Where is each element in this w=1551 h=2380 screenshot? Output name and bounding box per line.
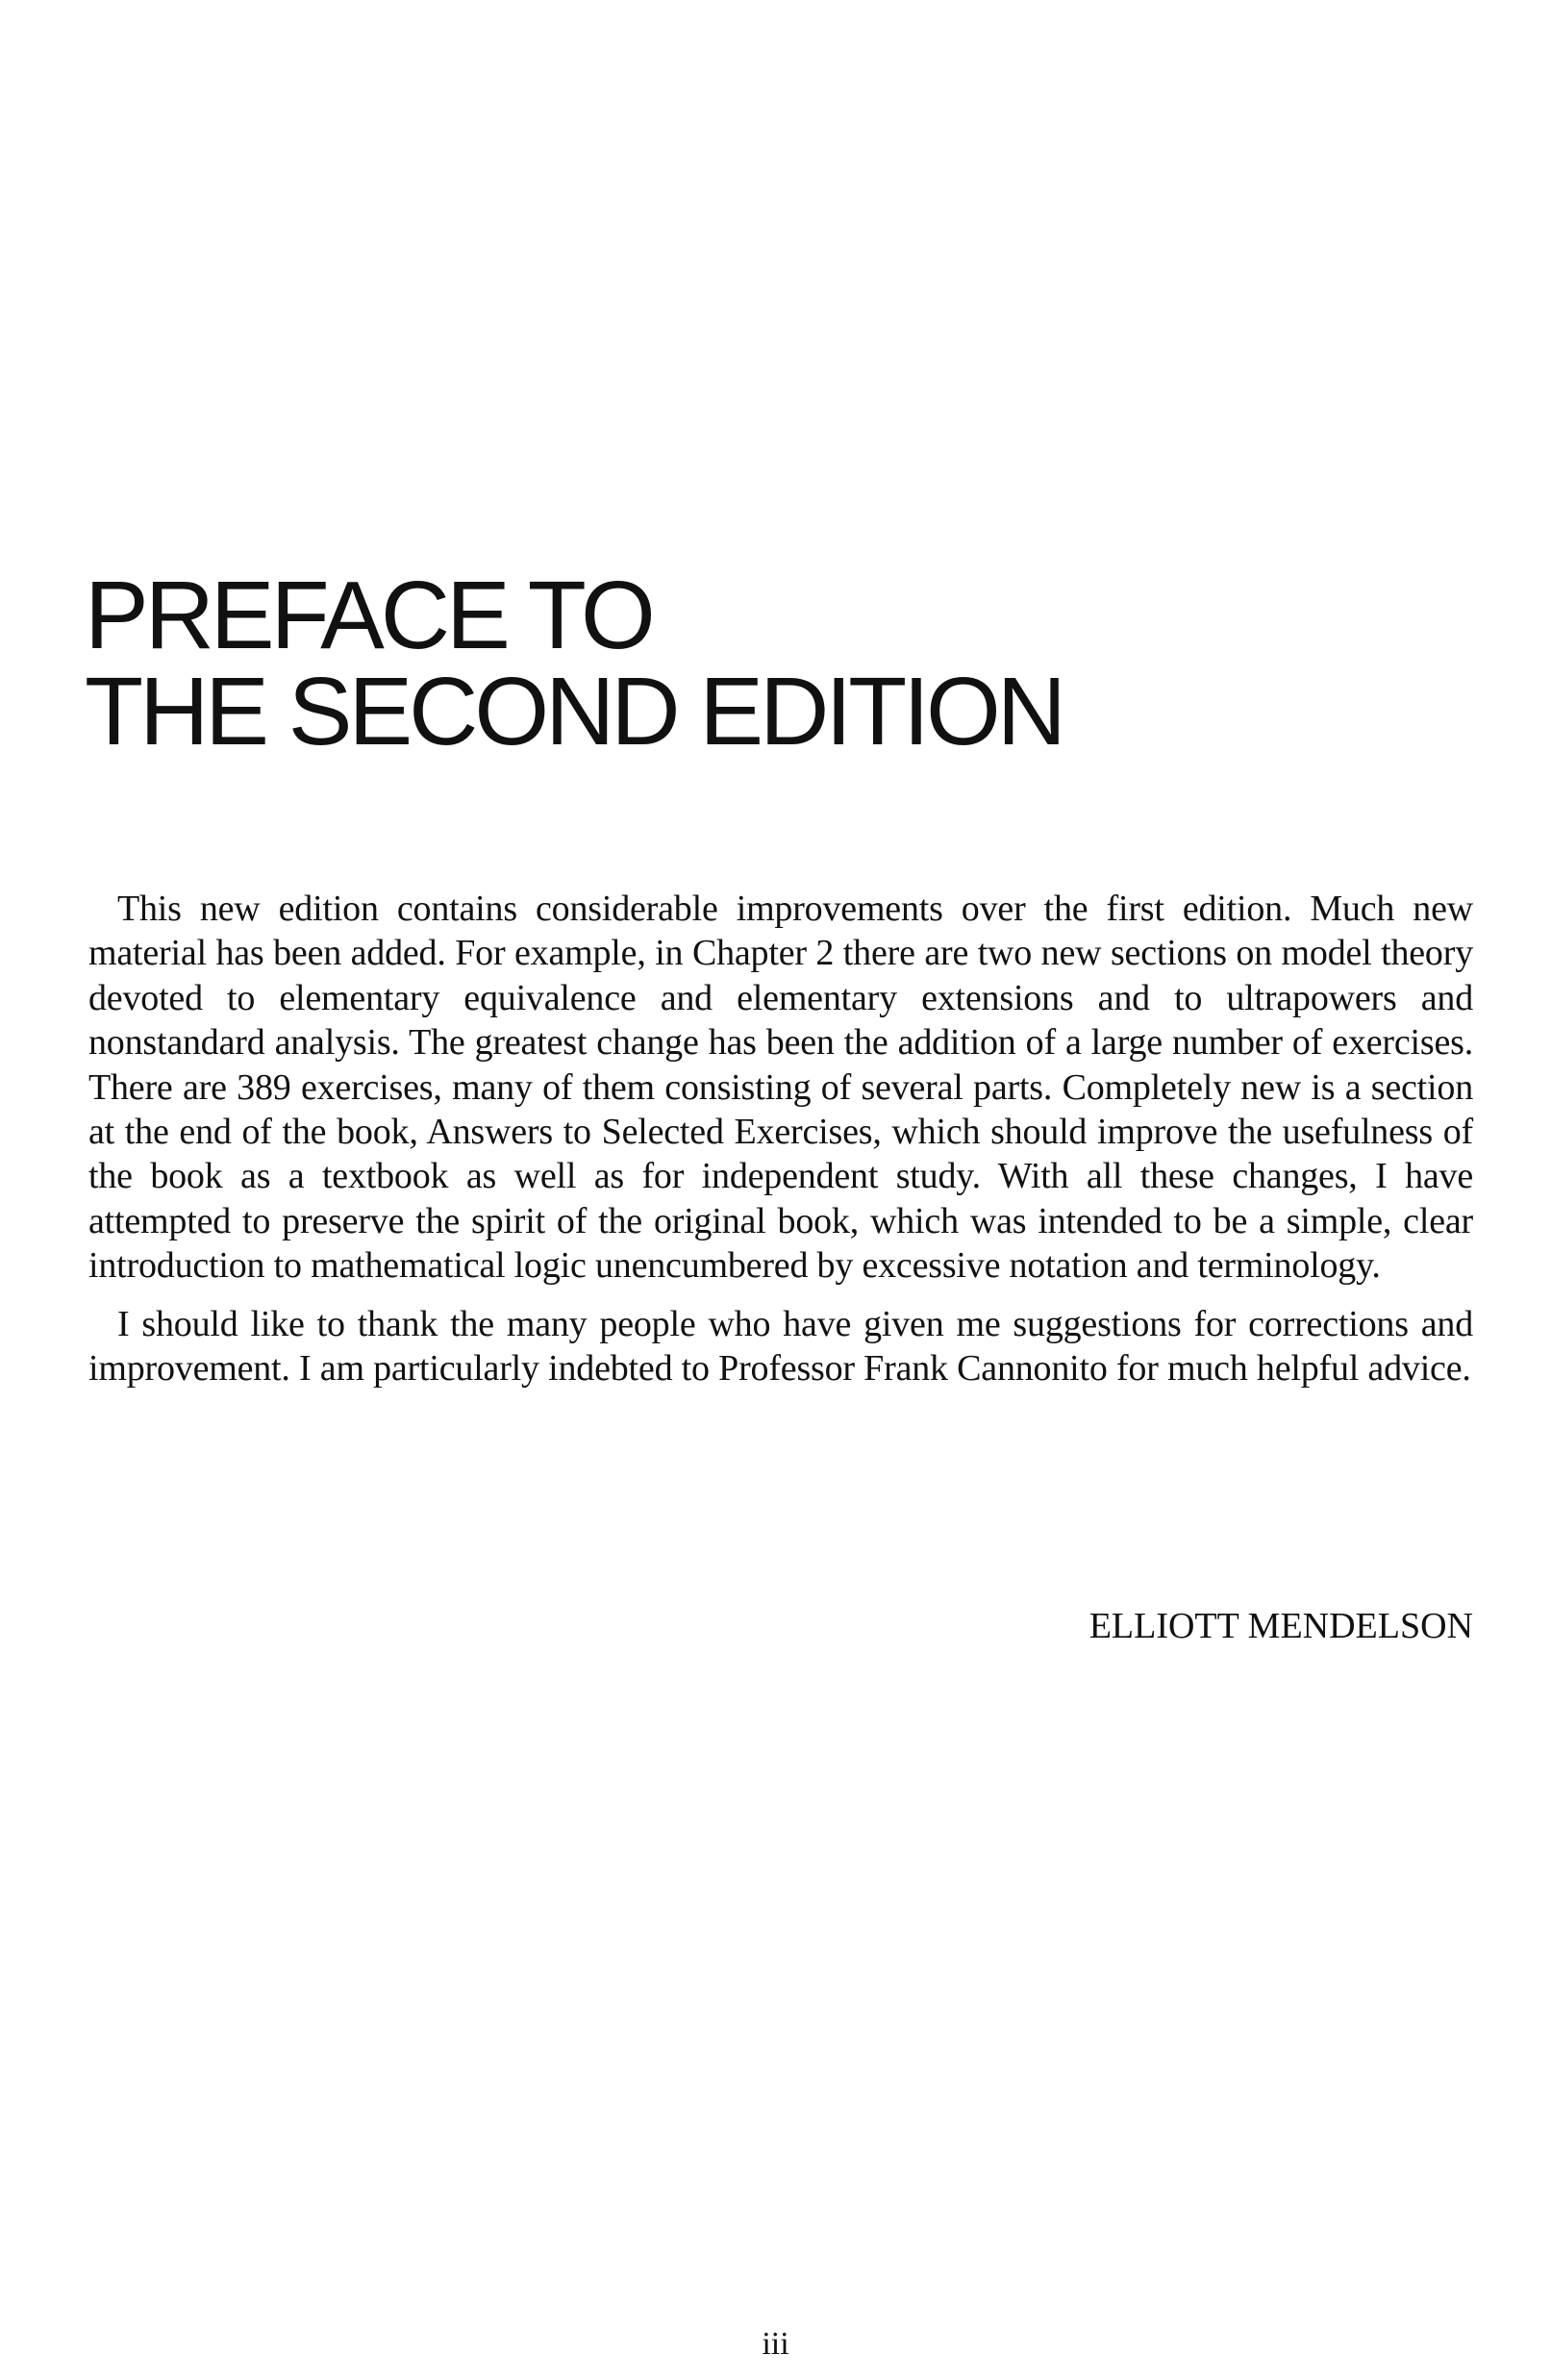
page-title: [85, 562, 1063, 765]
page-title-line-1: PREFACE TO: [85, 562, 652, 669]
preface-body: [88, 887, 1473, 1390]
page-title-line-2: THE SECOND EDITION: [85, 658, 1063, 765]
preface-paragraph-2: I should like to thank the many people who have given me suggestions for corrections and improvement. I am particularly indebted to Professor Frank Cannonito for much helpful advice.: [88, 1303, 1473, 1390]
page-number: iii: [762, 2326, 789, 2362]
preface-paragraph-1: This new edition contains considerable improvements over the first edition. Much new material has been added. For example, in Chapter 2 there are two new sections on model theory devoted to elementary equivalence and elementary extensions and to ultrapowers and nonstandard analysis. The greatest change has been the addition of a large number of exercises. There are 389 exercises, many of them consisting of several parts. Completely new is a section at the end of the book, Answers to Selected Exercises, which should improve the usefulness of the book as a textbook as well as for independent study. With all these changes, I have attempted to preserve the spirit of the original book, which was intended to be a simple, clear introduction to mathematical logic unencumbered by excessive notation and terminology.: [88, 889, 1473, 1287]
author-signature: ELLIOTT MENDELSON: [1088, 1606, 1473, 1646]
